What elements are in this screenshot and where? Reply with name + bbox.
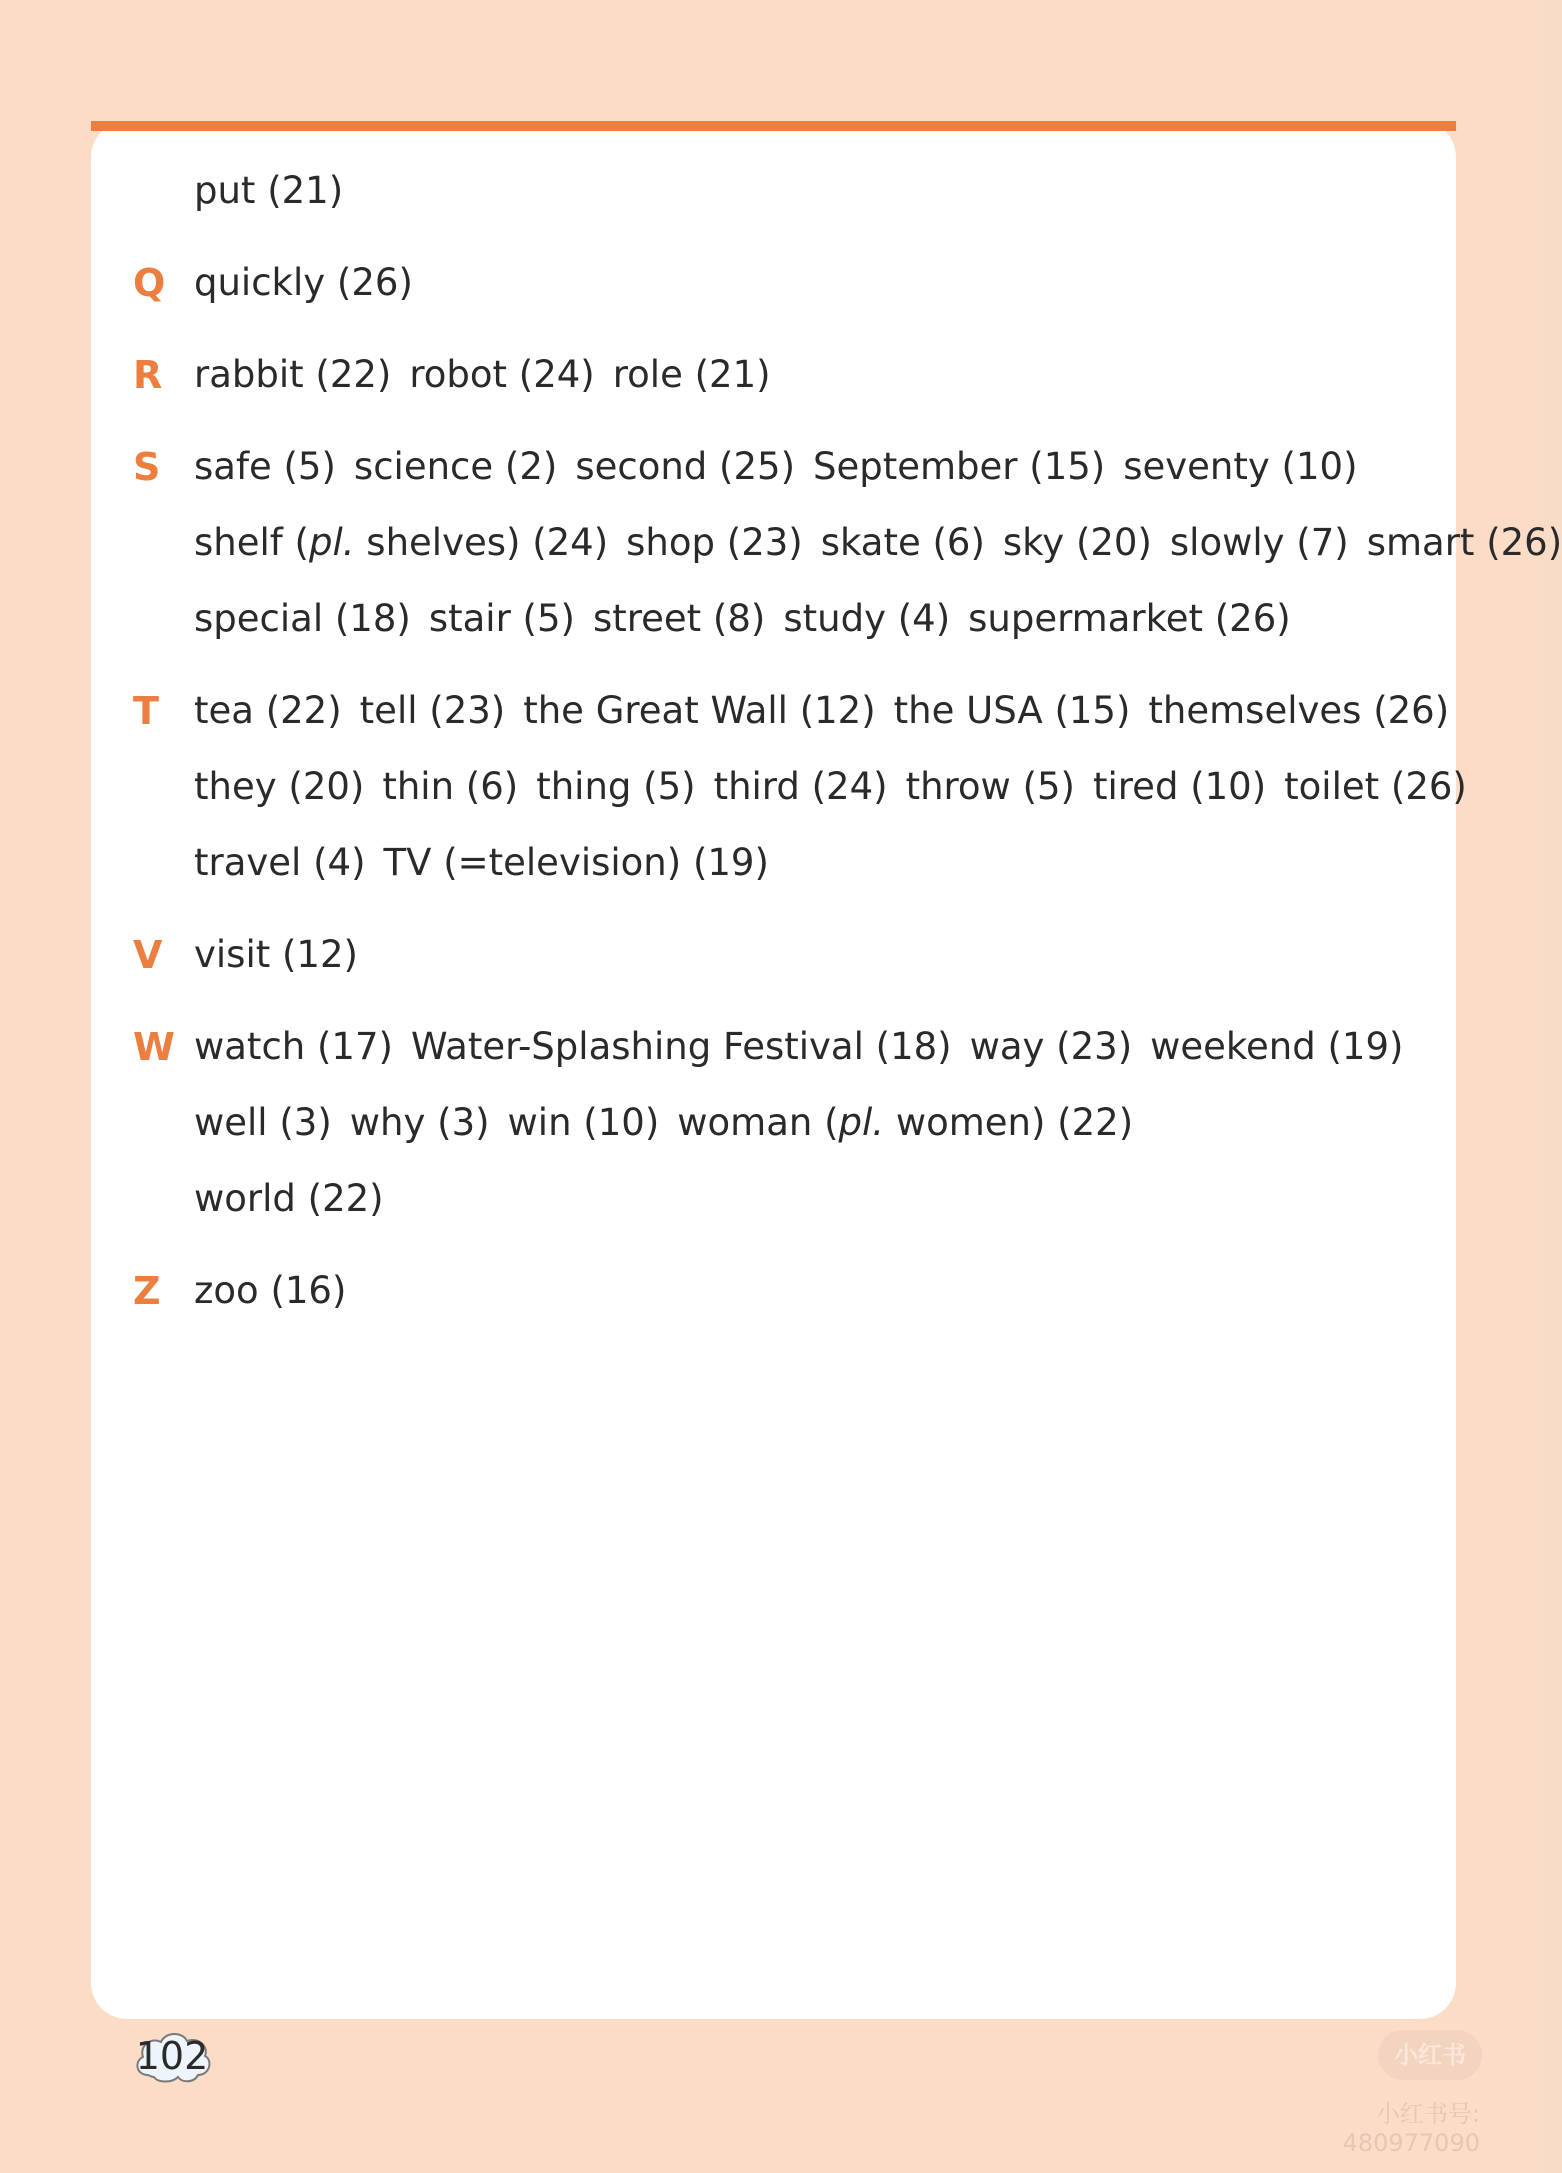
index-entry <box>508 1101 660 1144</box>
index-entry <box>409 353 594 396</box>
index-line <box>194 1174 384 1224</box>
index-line <box>194 762 1467 812</box>
entry-text: tea (22) <box>194 689 342 732</box>
entry-text: women) (22) <box>884 1101 1134 1144</box>
index-entry <box>384 841 769 884</box>
entry-text: skate (6) <box>820 521 985 564</box>
index-entry <box>970 1025 1133 1068</box>
section-letter: Z <box>133 1269 161 1313</box>
index-entry <box>194 841 366 884</box>
entry-text: robot (24) <box>409 353 595 396</box>
entry-text: special (18) <box>194 597 411 640</box>
section-letter: V <box>133 933 163 977</box>
index-entry <box>593 597 765 640</box>
index-line <box>194 258 413 308</box>
index-entry <box>194 597 411 640</box>
entry-text: they (20) <box>194 765 365 808</box>
index-entry <box>813 445 1105 488</box>
index-entry <box>194 353 391 396</box>
index-line <box>194 442 1358 492</box>
entry-text: supermarket (26) <box>968 597 1291 640</box>
section-letter: T <box>133 689 159 733</box>
entry-text: role (21) <box>612 353 771 396</box>
entry-text: way (23) <box>969 1025 1133 1068</box>
index-entry <box>194 689 342 732</box>
index-line <box>194 1098 1133 1148</box>
entry-text: win (10) <box>507 1101 660 1144</box>
entry-text: quickly (26) <box>194 261 413 304</box>
index-entry <box>575 445 795 488</box>
index-entry <box>350 1101 490 1144</box>
section-letter: S <box>133 445 161 489</box>
entry-text: toilet (26) <box>1284 765 1467 808</box>
vocabulary-index-card <box>91 121 1562 2019</box>
index-entry <box>1123 445 1357 488</box>
index-entry <box>194 261 413 304</box>
entry-text: well (3) <box>194 1101 332 1144</box>
index-line <box>194 838 769 888</box>
entry-text: street (8) <box>592 597 766 640</box>
entry-text: put (21) <box>194 169 344 212</box>
index-entry <box>194 765 364 808</box>
entry-text: Water-Splashing Festival (18) <box>410 1025 952 1068</box>
entry-text: travel (4) <box>194 841 366 884</box>
index-line <box>194 1022 1403 1072</box>
index-entry <box>968 597 1291 640</box>
index-entry <box>194 169 343 212</box>
index-entry <box>677 1101 1133 1144</box>
entry-text: throw (5) <box>905 765 1075 808</box>
entry-text: weekend (19) <box>1150 1025 1404 1068</box>
section-letter: Q <box>133 261 166 305</box>
page-number: 102 <box>135 2034 209 2078</box>
index-entry <box>1148 689 1449 732</box>
index-line <box>194 166 343 216</box>
index-entry <box>194 1025 393 1068</box>
watermark-logo: 小红书 <box>1378 2030 1482 2080</box>
index-entry <box>821 521 985 564</box>
index-entry <box>613 353 771 396</box>
index-entry <box>194 1177 384 1220</box>
entry-text: thin (6) <box>382 765 519 808</box>
index-entry <box>894 689 1131 732</box>
entry-text: woman ( <box>677 1101 839 1144</box>
index-line <box>194 594 1291 644</box>
entry-text: rabbit (22) <box>194 353 392 396</box>
index-entry <box>194 521 608 564</box>
index-entry <box>429 597 575 640</box>
index-line <box>194 350 771 400</box>
index-entry <box>411 1025 952 1068</box>
index-line <box>194 686 1449 736</box>
card-top-accent-bar <box>91 121 1456 131</box>
entry-text: why (3) <box>349 1101 490 1144</box>
index-entry <box>626 521 803 564</box>
index-entry <box>360 689 506 732</box>
index-entry <box>783 597 950 640</box>
entry-text: TV (=television) (19) <box>383 841 769 884</box>
entry-text: sky (20) <box>1002 521 1152 564</box>
entry-text: seventy (10) <box>1123 445 1358 488</box>
entry-text: the Great Wall (12) <box>523 689 876 732</box>
entry-text: shelf ( <box>194 521 309 564</box>
entry-text: tired (10) <box>1093 765 1267 808</box>
watermark <box>1240 2030 1480 2157</box>
section-letter: W <box>133 1025 175 1069</box>
entry-text: smart (26) <box>1366 521 1562 564</box>
entry-text: third (24) <box>713 765 888 808</box>
index-entry <box>194 445 336 488</box>
entry-text: themselves (26) <box>1148 689 1450 732</box>
index-entry <box>714 765 888 808</box>
entry-text: visit (12) <box>194 933 358 976</box>
entry-text: science (2) <box>353 445 558 488</box>
index-entry <box>1367 521 1562 564</box>
entry-text: safe (5) <box>194 445 336 488</box>
plural-abbrev: pl. <box>309 521 355 564</box>
index-line <box>194 518 1562 568</box>
watermark-id: 小红书号: 480977090 <box>1342 2100 1480 2157</box>
index-line <box>194 930 358 980</box>
index-entry <box>194 1101 332 1144</box>
index-entry <box>1093 765 1266 808</box>
index-entry <box>523 689 875 732</box>
entry-text: slowly (7) <box>1169 521 1349 564</box>
entry-text: September (15) <box>813 445 1106 488</box>
index-entry <box>1284 765 1467 808</box>
index-entry <box>194 933 358 976</box>
plural-abbrev: pl. <box>838 1101 885 1144</box>
index-entry <box>194 1269 346 1312</box>
entry-text: shelves) (24) <box>354 521 609 564</box>
index-entry <box>1003 521 1152 564</box>
index-entry <box>536 765 695 808</box>
index-line <box>194 1266 346 1316</box>
index-entry <box>1170 521 1349 564</box>
section-letter: R <box>133 353 163 397</box>
entry-text: second (25) <box>575 445 795 488</box>
entry-text: tell (23) <box>359 689 506 732</box>
index-entry <box>906 765 1075 808</box>
entry-text: watch (17) <box>194 1025 393 1068</box>
entry-text: zoo (16) <box>194 1269 347 1312</box>
page-number-badge <box>130 2025 214 2087</box>
entry-text: the USA (15) <box>893 689 1131 732</box>
entry-text: stair (5) <box>428 597 575 640</box>
index-entry <box>382 765 518 808</box>
index-entry <box>354 445 557 488</box>
entry-text: shop (23) <box>626 521 803 564</box>
index-entry <box>1150 1025 1403 1068</box>
entry-text: thing (5) <box>536 765 696 808</box>
entry-text: study (4) <box>783 597 951 640</box>
entry-text: world (22) <box>194 1177 384 1220</box>
